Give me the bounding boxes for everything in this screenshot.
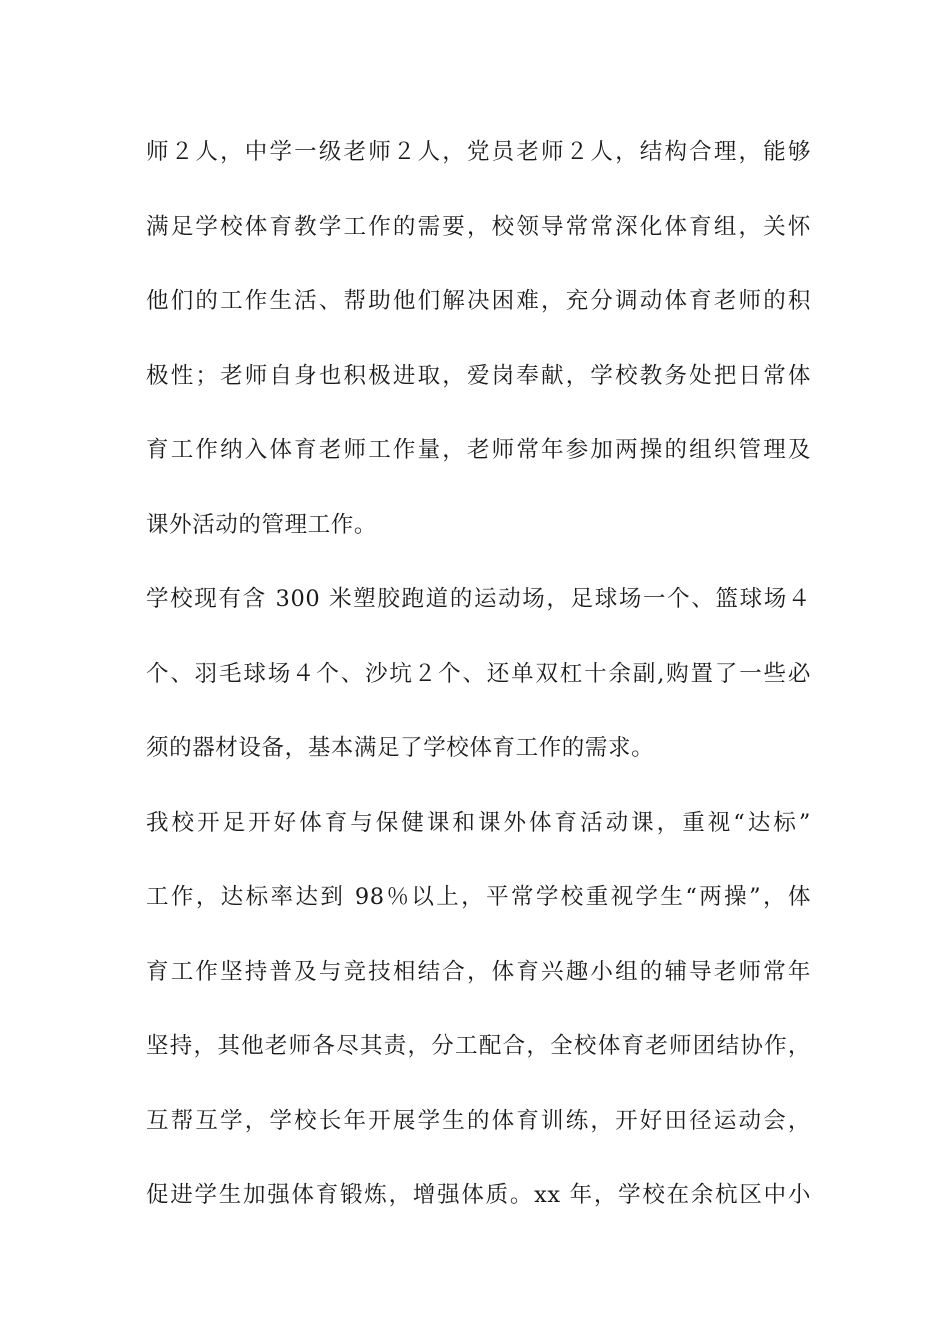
- text-line: 互帮互学，学校长年开展学生的体育训练，开好田径运动会，: [146, 1107, 811, 1134]
- text-line: 他们的工作生活、帮助他们解决困难，充分调动体育老师的积: [146, 288, 811, 314]
- text-line: 师２人，中学一级老师２人，党员老师２人，结构合理，能够: [146, 139, 811, 165]
- text-line: 须的器材设备，基本满足了学校体育工作的需求。: [146, 735, 655, 761]
- text-line: 育工作坚持普及与竞技相结合，体育兴趣小组的辅导老师常年: [146, 958, 811, 985]
- text-line: 极性；老师自身也积极进取，爱岗奉献，学校教务处把日常体: [146, 362, 811, 389]
- text-line: 促进学生加强体育锻炼，增强体质。xx 年，学校在余杭区中小: [146, 1182, 811, 1208]
- paragraph-activities: [146, 801, 811, 1248]
- text-body: [146, 130, 811, 1248]
- text-line: 育工作纳入体育老师工作量，老师常年参加两操的组织管理及: [146, 437, 811, 463]
- text-line: 学校现有含 300 米塑胶跑道的运动场，足球场一个、篮球场４: [146, 586, 811, 612]
- text-line: 个、羽毛球场４个、沙坑２个、还单双杠十余副,购置了一些必: [146, 660, 811, 687]
- text-line: 我校开足开好体育与保健课和课外体育活动课，重视“达标”: [146, 809, 811, 836]
- text-line: 坚持，其他老师各尽其责，分工配合，全校体育老师团结协作，: [146, 1033, 811, 1059]
- text-line: 满足学校体育教学工作的需要，校领导常常深化体育组，关怀: [146, 213, 811, 240]
- text-line: 工作，达标率达到 98％以上，平常学校重视学生“两操”，体: [146, 884, 811, 910]
- text-line: 课外活动的管理工作。: [146, 511, 378, 538]
- paragraph-staffing: [146, 130, 811, 577]
- paragraph-facilities: [146, 577, 811, 801]
